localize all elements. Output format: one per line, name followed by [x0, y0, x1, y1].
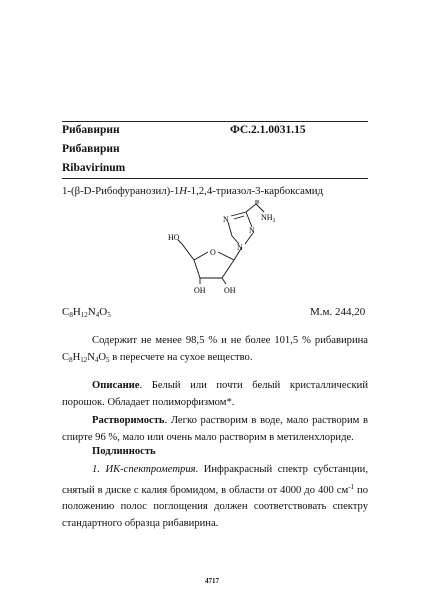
solubility-paragraph: Растворимость. Легко растворим в воде, мало растворим в спирте 96 %, мало или очень мало растворим в метиленхлориде.	[62, 415, 368, 443]
header-top-rule	[62, 121, 368, 122]
atom-n-right: N	[249, 226, 255, 235]
header-bottom-rule	[62, 178, 368, 179]
identity-heading: Подлинность	[92, 446, 156, 457]
atom-ring-o: O	[210, 248, 216, 257]
group-oh-left: OH	[194, 286, 206, 295]
ribavirin-structure	[160, 200, 290, 300]
header-drug-name: Рибавирин	[62, 124, 120, 136]
description-paragraph: Описание. Белый или почти белый кристаллический порошок. Обладает полиморфизмом*.	[62, 380, 368, 408]
page-number: 4717	[205, 577, 219, 585]
group-oh-right: OH	[224, 286, 236, 295]
chemical-name: 1-(β-D-Рибофуранозил)-1H-1,2,4-триазол-3-карбоксамид	[62, 185, 324, 197]
content-paragraph: Содержит не менее 98,5 % и не более 101,5 % рибавирина $C_8H_{12}N_4O_5$ в пересчете на сухое вещество.	[62, 335, 368, 364]
group-ho: HO	[168, 233, 180, 242]
molecular-formula: $C_8H_{12}N_4O_5$	[62, 306, 111, 319]
header-code: ФС.2.1.0031.15	[230, 124, 306, 136]
atom-n-top: N	[223, 215, 229, 224]
group-nh2: $NH_2$	[261, 213, 276, 224]
molecular-mass: М.м. 244,20	[310, 306, 366, 318]
atom-n-bottom: N	[237, 243, 243, 252]
drug-name-ru: Рибавирин	[62, 143, 120, 155]
ir-paragraph: 1. ИК-спектрометрия. Инфракрасный спектр субстанции, снятый в диске с калия бромидом, в области от 4000 до 400 $см^{-1}$ по положению полос поглощения должен соответствовать спектру стандартного образца рибавирина.	[62, 464, 368, 529]
drug-name-latin: Ribavirinum	[62, 162, 126, 174]
